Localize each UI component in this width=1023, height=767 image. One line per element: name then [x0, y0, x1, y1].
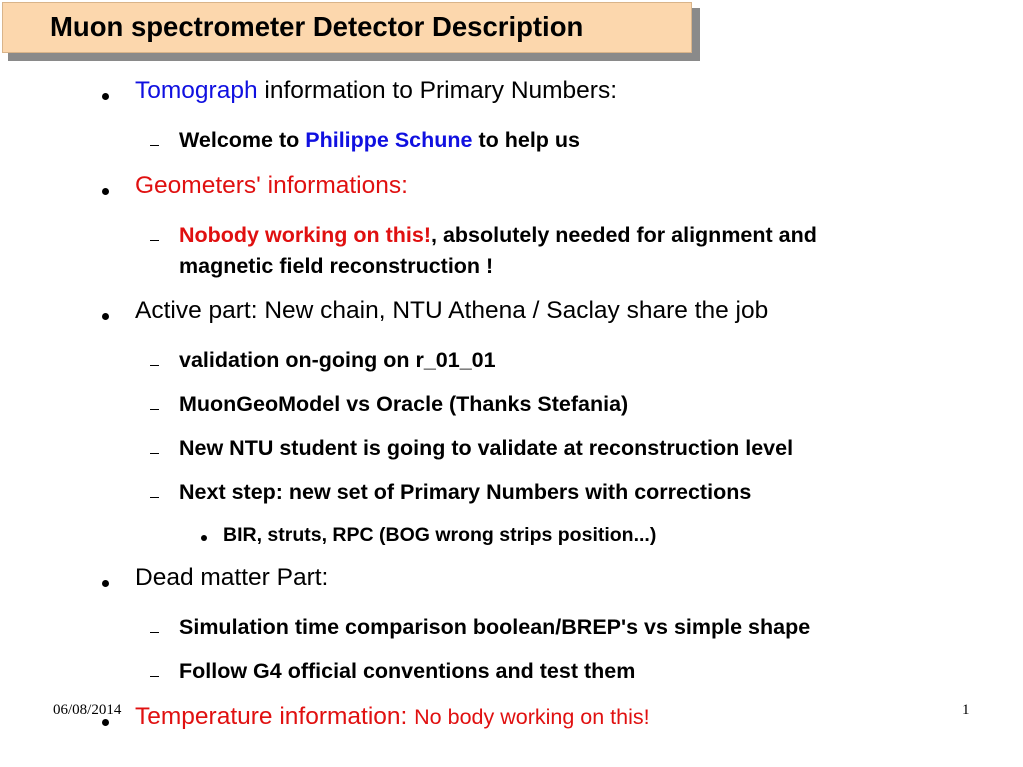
- nobody-rest: , absolutely needed for alignment and: [431, 223, 817, 247]
- nobody-red: Nobody working on this!: [179, 223, 432, 247]
- sub-validation: validation on-going on r_01_01: [179, 348, 496, 372]
- bullet-temperature: [135, 703, 650, 731]
- bullet-dash-icon: [150, 145, 159, 146]
- sub-simulation-time: Simulation time comparison boolean/BREP's vs simple shape: [179, 615, 811, 639]
- sub-ntu-student: New NTU student is going to validate at reconstruction level: [179, 436, 794, 460]
- subsub-bir: BIR, struts, RPC (BOG wrong strips position...): [223, 524, 657, 546]
- welcome-text-c: to help us: [472, 128, 580, 152]
- bullet-dot-icon: [201, 535, 207, 541]
- sub-welcome: [179, 128, 580, 153]
- bullet-tomograph: [135, 77, 617, 105]
- sub-nobody: [179, 223, 817, 248]
- welcome-text-a: Welcome to: [179, 128, 306, 152]
- temperature-note: No body working on this!: [414, 705, 650, 729]
- page-number: 1: [962, 702, 970, 718]
- sub-muongeomodel: MuonGeoModel vs Oracle (Thanks Stefania): [179, 392, 629, 416]
- sub-follow-g4: Follow G4 official conventions and test them: [179, 659, 636, 683]
- bullet-dot-icon: [102, 313, 109, 320]
- bullet-dot-icon: [102, 188, 109, 195]
- bullet-dead-matter: Dead matter Part:: [135, 564, 329, 591]
- bullet-dash-icon: [150, 365, 159, 366]
- bullet-geometers: Geometers' informations:: [135, 172, 408, 199]
- bullet-dash-icon: [150, 497, 159, 498]
- bullet-dot-icon: [102, 580, 109, 587]
- sub-nobody-line2: magnetic field reconstruction !: [179, 254, 494, 278]
- bullet-active-part: Active part: New chain, NTU Athena / Saclay share the job: [135, 297, 769, 324]
- temperature-label: Temperature information:: [135, 703, 415, 730]
- welcome-name: Philippe Schune: [305, 128, 473, 152]
- sub-next-step: Next step: new set of Primary Numbers with corrections: [179, 480, 752, 504]
- tomograph-rest: information to Primary Numbers:: [257, 77, 618, 104]
- bullet-dash-icon: [150, 409, 159, 410]
- footer-date: 06/08/2014: [53, 702, 122, 718]
- bullet-dash-icon: [150, 632, 159, 633]
- slide-title: Muon spectrometer Detector Description: [50, 11, 584, 42]
- bullet-dash-icon: [150, 676, 159, 677]
- bullet-dash-icon: [150, 453, 159, 454]
- title-box: [2, 2, 692, 53]
- bullet-dash-icon: [150, 240, 159, 241]
- tomograph-label: Tomograph: [135, 77, 258, 104]
- bullet-dot-icon: [102, 93, 109, 100]
- bullet-dot-icon: [102, 719, 109, 726]
